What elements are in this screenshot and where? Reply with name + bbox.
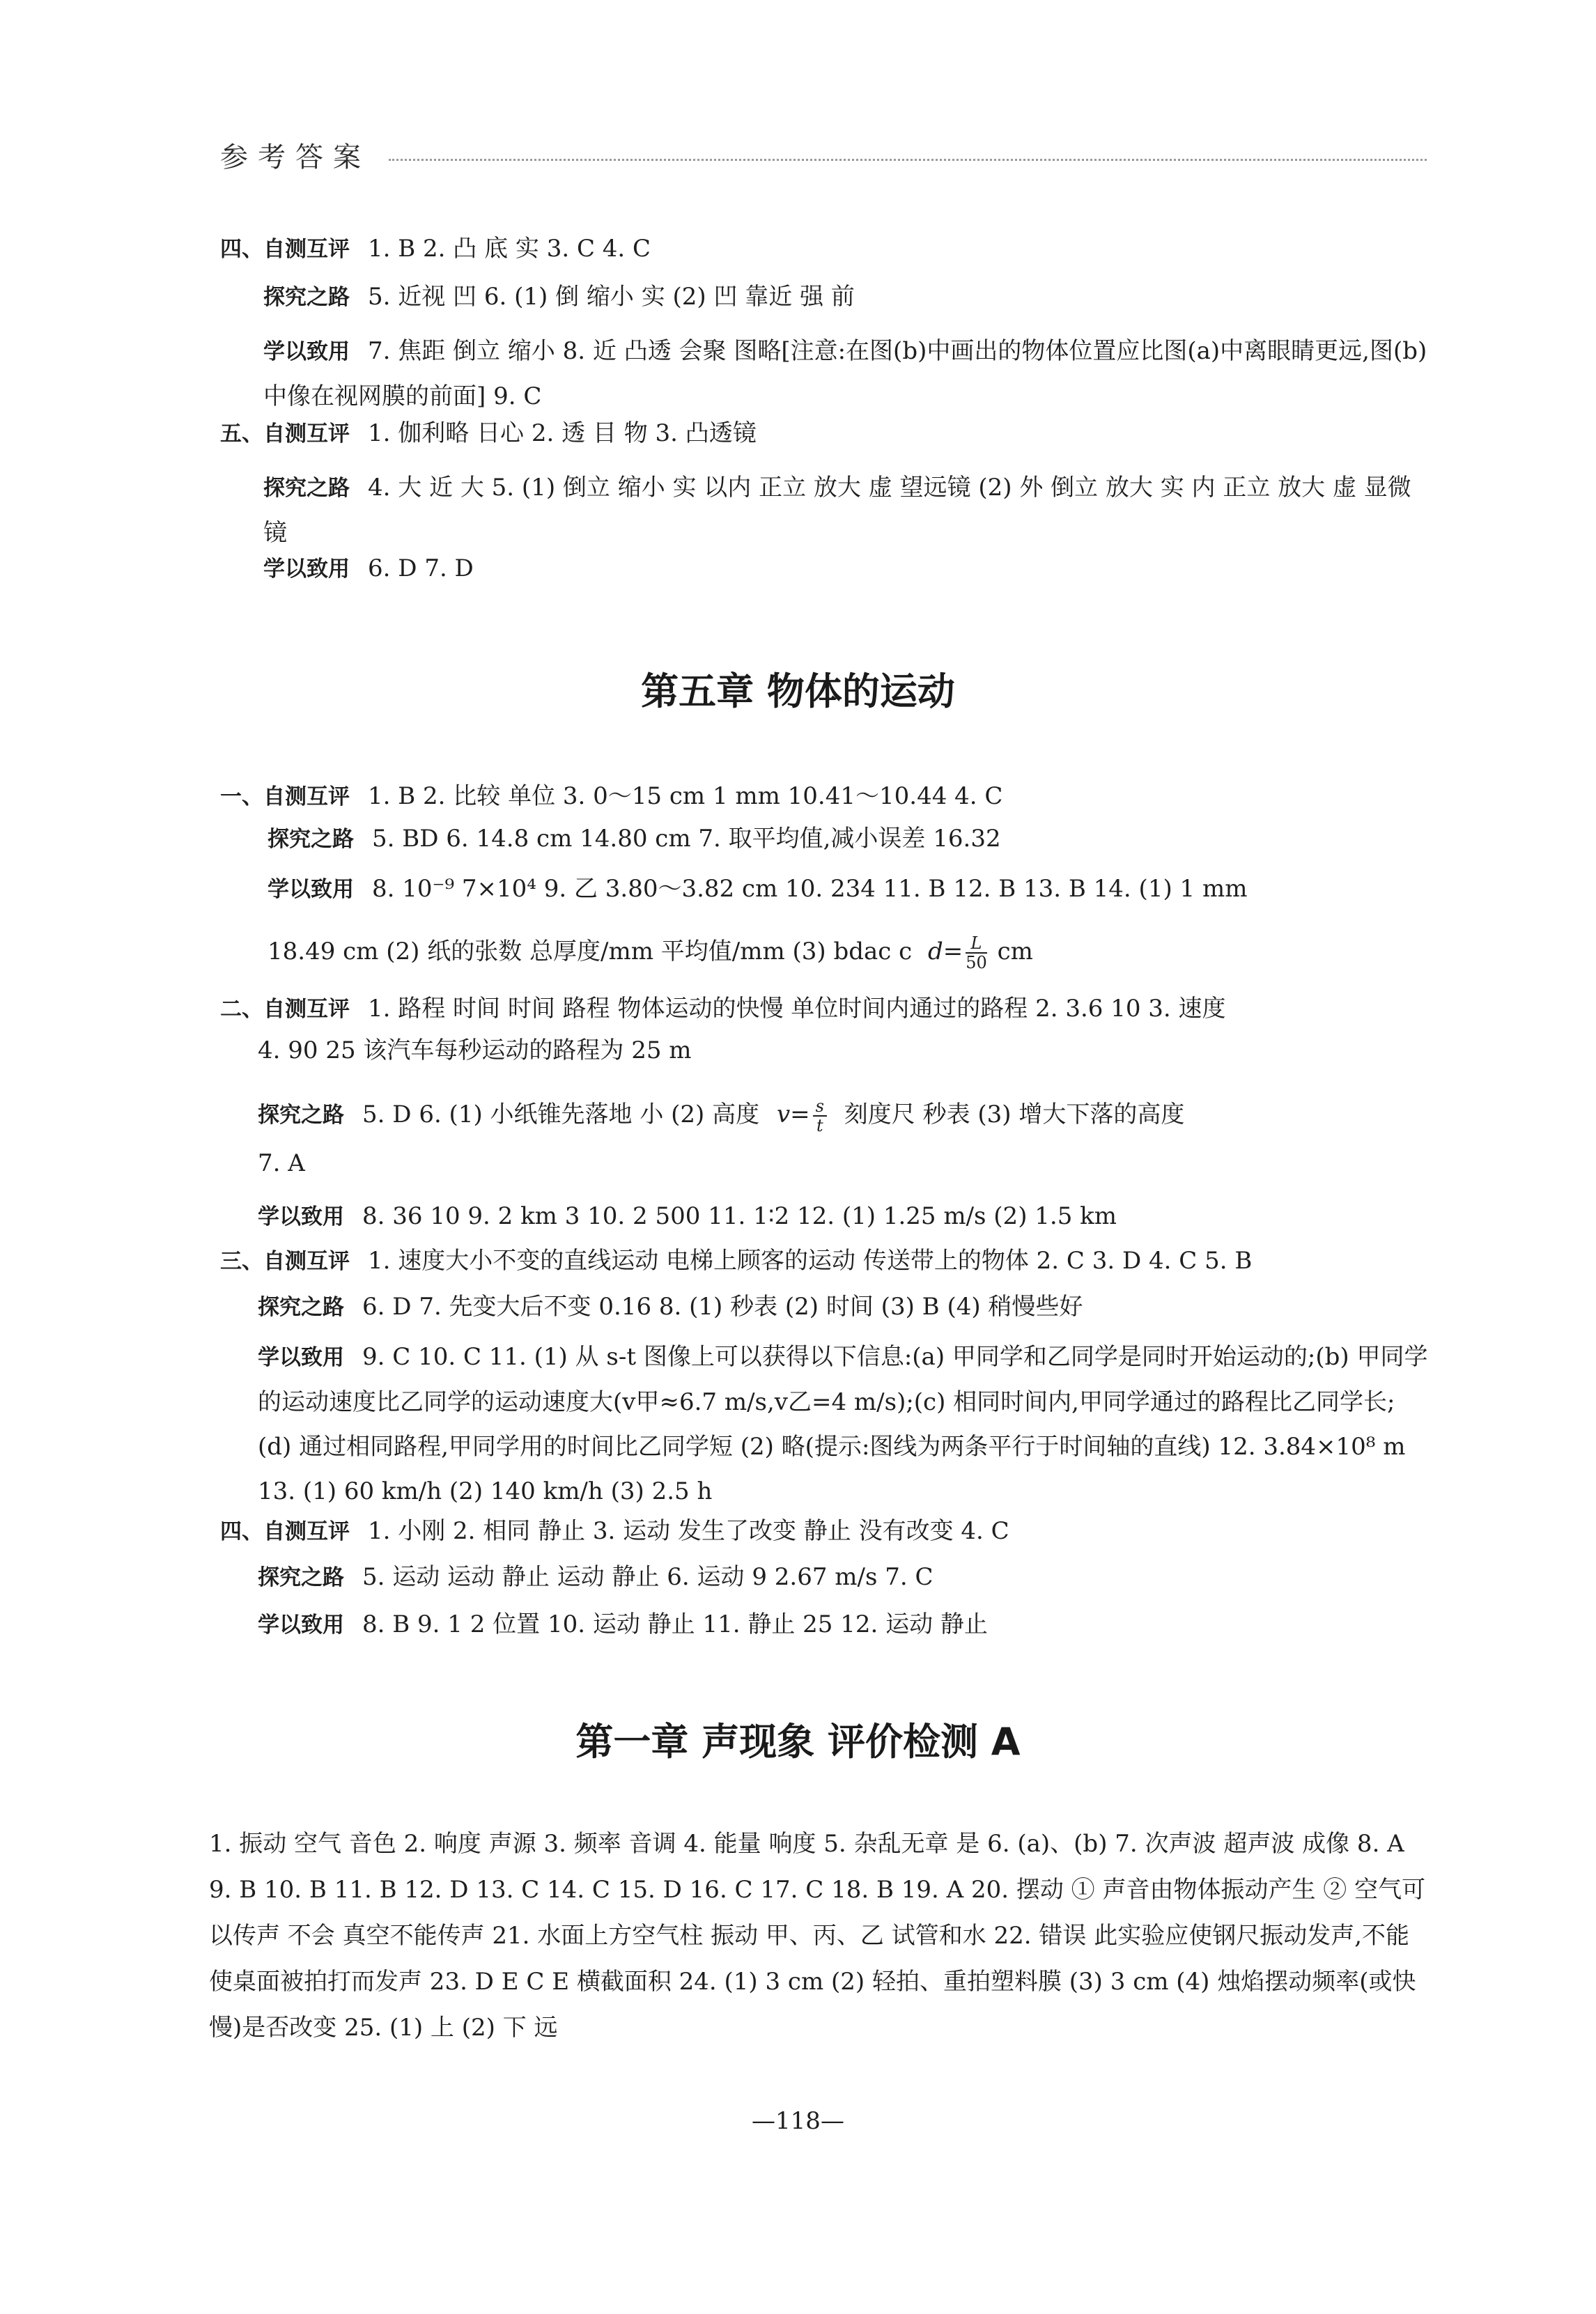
chapter1-test-title: 第一章 声现象 评价检测 A	[575, 1720, 1021, 1764]
answer-text: 1. 小刚 2. 相同 静止 3. 运动 发生了改变 静止 没有改变 4. C	[368, 1517, 1009, 1545]
fraction-numerator: s	[813, 1097, 827, 1117]
answer-text: 5. 近视 凹 6. (1) 倒 缩小 实 (2) 凹 靠近 强 前	[368, 283, 855, 311]
ch5-s3-line3	[258, 1335, 1428, 1514]
section-label: 探究之路	[258, 1565, 344, 1590]
ch5-s4-line1	[220, 1517, 1009, 1546]
answer-text: 5. D 6. (1) 小纸锥先落地 小 (2) 高度	[362, 1101, 760, 1128]
ch5-s1-line3	[268, 875, 1247, 903]
header-title: 参考答案	[220, 141, 371, 173]
answer-text: 5. BD 6. 14.8 cm 14.80 cm 7. 取平均值,减小误差 16.32	[372, 825, 1001, 853]
section-label: 探究之路	[263, 476, 350, 501]
ch4-s4-line2	[263, 283, 855, 311]
answer-text: 1. 路程 时间 时间 路程 物体运动的快慢 单位时间内通过的路程 2. 3.6 10 3. 速度	[368, 995, 1226, 1023]
ch5-s1-line4	[268, 928, 1033, 975]
page-header	[220, 135, 1432, 177]
answer-text: 6. D 7. D	[368, 554, 474, 582]
chapter1-test-answers	[209, 1821, 1430, 2051]
ch5-s2-line2	[258, 1036, 692, 1064]
section-label: 探究之路	[258, 1295, 344, 1320]
fraction-denominator: 50	[966, 953, 987, 972]
page-number: —118—	[752, 2107, 844, 2135]
formula-left: v=	[776, 1101, 810, 1128]
answer-text: 8. 36 10 9. 2 km 3 10. 2 500 11. 1∶2 12. (1) 1.25 m/s (2) 1.5 km	[362, 1202, 1117, 1230]
section-label: 学以致用	[258, 1613, 344, 1638]
answer-text: 4. 大 近 大 5. (1) 倒立 缩小 实 以内 正立 放大 虚 望远镜 (2) 外 倒立 放大 实 内 正立 放大 虚 显微镜	[263, 474, 1411, 547]
answer-text: 4. 90 25 该汽车每秒运动的路程为 25 m	[258, 1036, 692, 1064]
section-label: 探究之路	[263, 285, 350, 310]
ch5-s3-line2	[258, 1293, 1083, 1321]
answer-text: 18.49 cm (2) 纸的张数 总厚度/mm 平均值/mm (3) bdac c	[268, 938, 913, 965]
header-dotted-rule	[389, 159, 1427, 161]
chapter5-title: 第五章 物体的运动	[641, 669, 955, 713]
answer-text: 1. 伽利略 日心 2. 透 目 物 3. 凸透镜	[368, 419, 757, 447]
ch5-s4-line2	[258, 1563, 933, 1592]
formula-left: d=	[927, 938, 963, 965]
ch5-s2-line1	[220, 995, 1226, 1023]
ch5-s2-line5	[258, 1202, 1117, 1231]
ch5-s4-line3	[258, 1610, 988, 1639]
answer-text: 5. 运动 运动 静止 运动 静止 6. 运动 9 2.67 m/s 7. C	[362, 1563, 933, 1591]
answer-text: 1. 振动 空气 音色 2. 响度 声源 3. 频率 音调 4. 能量 响度 5. 杂乱无章 是 6. (a)、(b) 7. 次声波 超声波 成像 8. A 9. B 10. B 11. B 12. D 13. C 14. C 15. D 16. C 17. C 18. B 19. A 20. 摆动 ① 声音由物体振动产生 ② 空气可以传声 不会 真空不能传声 21. 水面上方空气柱 振动 甲、丙、乙 试管和水 22. 错误 此实验应使钢尺振动发声,不能使桌面被拍打而发声 23. D E C E 横截面积 24. (1) 3 cm (2) 轻拍、重拍塑料膜 (3) 3 cm (4) 烛焰摆动频率(或快慢)是否改变 25. (1) 上 (2) 下 远	[209, 1830, 1426, 2042]
section-label: 学以致用	[258, 1345, 344, 1370]
section-label: 探究之路	[268, 827, 354, 852]
answer-text: 7. 焦距 倒立 缩小 8. 近 凸透 会聚 图略[注意:在图(b)中画出的物体位置应比图(a)中离眼睛更远,图(b)中像在视网膜的前面] 9. C	[263, 337, 1427, 410]
section-label: 学以致用	[263, 339, 350, 364]
section-label: 四、自测互评	[220, 237, 350, 262]
section-label: 四、自测互评	[220, 1519, 350, 1544]
section-label: 学以致用	[263, 557, 350, 582]
section-label: 学以致用	[258, 1204, 344, 1229]
ch5-s2-line4	[258, 1149, 305, 1177]
answer-text: 7. A	[258, 1149, 305, 1177]
section-label: 探究之路	[258, 1103, 344, 1128]
answer-text: 1. 速度大小不变的直线运动 电梯上顾客的运动 传送带上的物体 2. C 3. D 4. C 5. B	[368, 1247, 1253, 1275]
ch4-s5-line1	[220, 419, 757, 448]
ch4-s4-line3	[263, 329, 1434, 419]
ch5-s3-line1	[220, 1247, 1252, 1275]
answer-text: 1. B 2. 比较 单位 3. 0～15 cm 1 mm 10.41～10.44 4. C	[368, 782, 1003, 810]
ch5-s1-line2	[268, 825, 1001, 853]
unit-text: cm	[997, 938, 1033, 965]
answer-text: 8. B 9. 1 2 位置 10. 运动 静止 11. 静止 25 12. 运动 静止	[362, 1610, 988, 1638]
answer-text: 8. 10⁻⁹ 7×10⁴ 9. 乙 3.80～3.82 cm 10. 234 11. B 12. B 13. B 14. (1) 1 mm	[372, 875, 1248, 903]
fraction	[813, 1097, 827, 1135]
ch5-s2-line3	[258, 1091, 1184, 1138]
fraction	[966, 934, 987, 972]
answer-text: 1. B 2. 凸 底 实 3. C 4. C	[368, 235, 651, 263]
section-label: 二、自测互评	[220, 997, 350, 1022]
answer-text: 刻度尺 秒表 (3) 增大下落的高度	[844, 1101, 1185, 1128]
section-label: 三、自测互评	[220, 1249, 350, 1274]
section-label: 学以致用	[268, 877, 354, 902]
ch5-s1-line1	[220, 782, 1002, 811]
section-label: 五、自测互评	[220, 421, 350, 447]
section-label: 一、自测互评	[220, 784, 350, 809]
fraction-numerator: L	[966, 934, 987, 954]
answer-text: 9. C 10. C 11. (1) 从 s-t 图像上可以获得以下信息:(a) 甲同学和乙同学是同时开始运动的;(b) 甲同学的运动速度比乙同学的运动速度大(v甲≈6.7 m/s,v乙=4 m/s);(c) 相同时间内,甲同学通过的路程比乙同学长;(d) 通过相同路程,甲同学用的时间比乙同学短 (2) 略(提示:图线为两条平行于时间轴的直线) 12. 3.84×10⁸ m 13. (1) 60 km/h (2) 140 km/h (3) 2.5 h	[258, 1343, 1428, 1505]
ch4-s5-line3	[263, 554, 474, 583]
answer-text: 6. D 7. 先变大后不变 0.16 8. (1) 秒表 (2) 时间 (3) B (4) 稍慢些好	[362, 1293, 1083, 1321]
ch4-s5-line2	[263, 465, 1434, 555]
fraction-denominator: t	[816, 1116, 823, 1135]
ch4-s4-line1	[220, 235, 651, 263]
